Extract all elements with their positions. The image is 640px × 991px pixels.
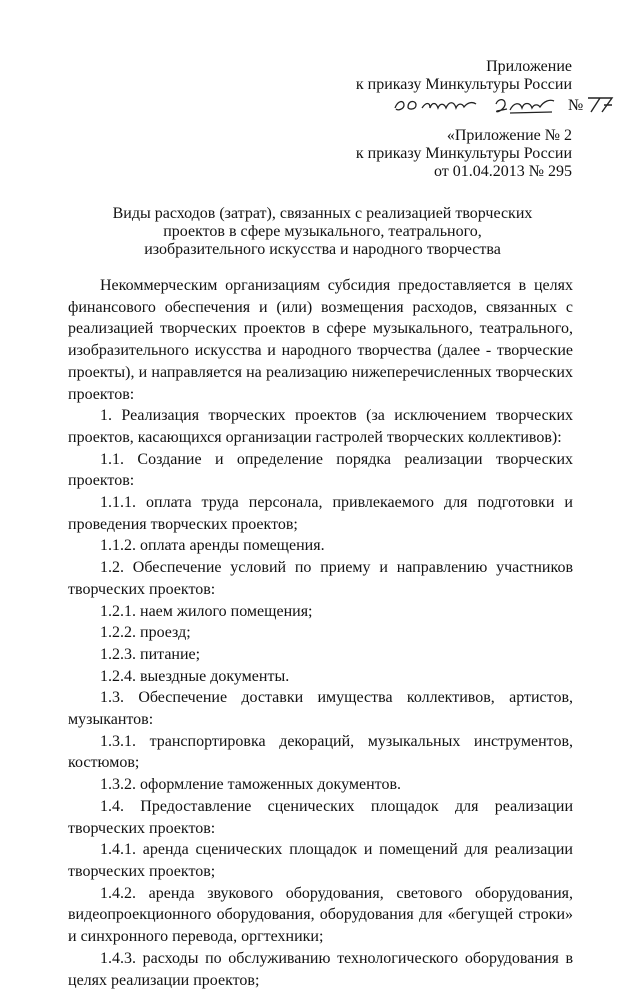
document-title: [100, 205, 545, 259]
item-1-4-3: 1.4.3. расходы по обслуживанию технологического оборудования в целях реализации проектов;: [68, 949, 573, 989]
item-1-2: 1.2. Обеспечение условий по приему и направлению участников творческих проектов:: [68, 559, 573, 598]
appendix-2-label: «Приложение № 2: [446, 127, 572, 144]
number-sign: №: [568, 97, 584, 114]
item-1-3-1: 1.3.1. транспортировка декораций, музыкальных инструментов, костюмов;: [68, 732, 573, 772]
item-1-3: 1.3. Обеспечение доставки имущества коллективов, артистов, музыкантов:: [68, 689, 573, 729]
order-date-number: от 01.04.2013 № 295: [433, 163, 572, 180]
item-1-2-2: 1.2.2. проезд;: [100, 624, 191, 642]
title-line: проектов в сфере музыкального, театрального,: [163, 223, 482, 240]
appendix-2-header: [356, 127, 572, 181]
title-line: изобразительного искусства и народного творчества: [144, 241, 501, 258]
item-1-2-4: 1.2.4. выездные документы.: [100, 667, 290, 685]
item-1-3-2: 1.3.2. оформление таможенных документов.: [100, 776, 401, 794]
item-1-4-2: 1.4.2. аренда звукового оборудования, светового оборудования, видеопроекционного оборудования, оборудования для «бегущей строки» и синхронного перевода, оргтехники;: [68, 884, 573, 946]
handwritten-date-scribble: [392, 92, 620, 116]
section-1: 1. Реализация творческих проектов (за исключением творческих проектов, касающихся организации гастролей творческих коллективов):: [68, 407, 573, 446]
order-reference: к приказу Минкультуры России: [355, 76, 572, 93]
appendix-label: Приложение: [486, 58, 572, 75]
item-1-2-1: 1.2.1. наем жилого помещения;: [100, 602, 313, 620]
item-1-1-2: 1.1.2. оплата аренды помещения.: [100, 537, 325, 555]
intro-paragraph: Некоммерческим организациям субсидия предоставляется в целях финансового обеспечения и (или) возмещения расходов, связанных с реализацией творческих проектов в сфере музыкального, театрального, изобразительного искусства и народного творчества (далее - творческие проекты), и направляется на реализацию нижеперечисленных творческих проектов:: [68, 277, 573, 403]
item-1-4-1: 1.4.1. аренда сценических площадок и помещений для реализации творческих проектов;: [68, 841, 573, 880]
item-1-2-3: 1.2.3. питание;: [100, 645, 201, 663]
order-reference-2: к приказу Минкультуры России: [355, 145, 572, 162]
handwritten-date-number: [392, 92, 620, 116]
document-body: [68, 275, 573, 991]
title-line: Виды расходов (затрат), связанных с реализацией творческих: [112, 205, 533, 222]
appendix-header: [356, 58, 572, 94]
item-1-4: 1.4. Предоставление сценических площадок для реализации творческих проектов:: [68, 797, 573, 837]
item-1-1: 1.1. Создание и определение порядка реализации творческих проектов:: [68, 450, 573, 490]
item-1-1-1: 1.1.1. оплата труда персонала, привлекаемого для подготовки и проведения творческих проектов;: [68, 494, 573, 533]
